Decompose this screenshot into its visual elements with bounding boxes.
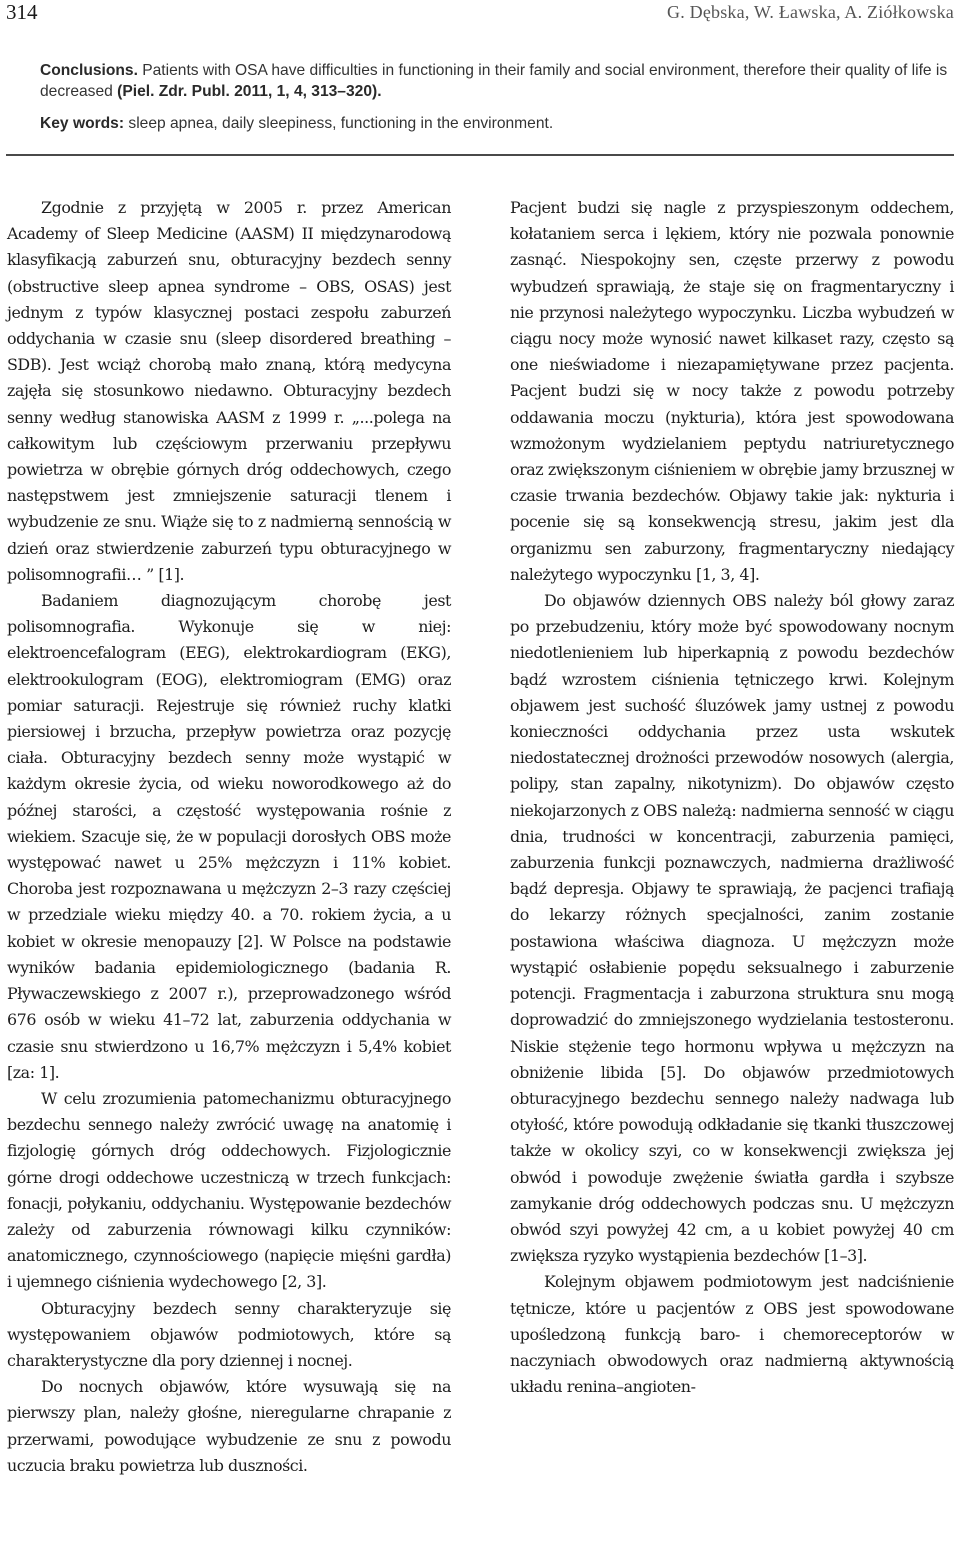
page-number: 314 [6, 0, 38, 24]
paragraph: Zgodnie z przyjętą w 2005 r. przez American Academy of Sleep Medicine (AASM) II międzynarodową klasyfikacją zaburzeń snu, obturacyjny bezdech senny (obstructive sleep apnea syndrome – OBS, OSAS) jest jednym z typów klasycznej postaci zespołu zaburzeń oddychania w czasie snu (sleep disordered breathing – SDB). Jest wciąż chorobą mało znaną, którą medycyna zajęła się stosunkowo niedawno. Obturacyjny bezdech senny według stanowiska AASM z 1999 r. „...polega na całkowitym lub częściowym przerwaniu przepływu powietrza w obrębie górnych dróg oddechowych, czego następstwem jest zmniejszenie saturacji tlenem i wybudzenie ze snu. Wiąże się to z nadmierną sennością w dzień oraz stwierdzenie zaburzeń typu obturacyjnego w polisomnografii… ” [1]. [7, 198, 451, 584]
page-header [0, 0, 960, 30]
paragraph: Obturacyjny bezdech senny charakteryzuje się występowaniem objawów podmiotowych, które są charakterystyczne dla pory dziennej i nocnej. [7, 1298, 451, 1370]
keywords-paragraph [40, 113, 955, 134]
running-head-authors: G. Dębska, W. Ławska, A. Ziółkowska [667, 2, 954, 22]
paragraph: Kolejnym objawem podmiotowym jest nadciśnienie tętnicze, które u pacjentów z OBS jest spowodowane upośledzoną funkcją baro- i chemoreceptorów w naczyniach obwodowych oraz nadmierną aktywnością układu renina–angioten- [510, 1272, 954, 1397]
conclusions-paragraph [40, 60, 955, 102]
right-column [510, 195, 954, 1400]
citation: (Piel. Zdr. Publ. 2011, 1, 4, 313–320). [117, 83, 382, 100]
keywords-text: sleep apnea, daily sleepiness, functioning in the environment. [124, 115, 554, 132]
conclusions-label: Conclusions. [40, 62, 138, 79]
keywords-label: Key words: [40, 115, 125, 132]
paragraph: Do nocnych objawów, które wysuwają się na pierwszy plan, należy głośne, nieregularne chrapanie z przerwami, powodujące wybudzenie ze snu z powodu uczucia braku powietrza lub duszności. [7, 1377, 451, 1475]
conclusions-text: Patients with OSA have difficulties in functioning in their family and social environment, therefore their quality of life is decreased [40, 62, 948, 100]
paragraph: Do objawów dziennych OBS należy ból głowy zaraz po przebudzeniu, który może być spowodowany nocnym niedotlenieniem lub hiperkapnią z powodu bezdechów bądź wzrostem ciśnienia tętniczego krwi. Kolejnym objawem jest suchość śluzówek jamy ustnej z powodu konieczności oddychania przez usta wskutek niedostatecznej drożności przewodów nosowych (alergia, polipy, stan zapalny, nikotynizm). Do objawów często niekojarzonych z OBS należą: nadmierna senność w ciągu dnia, trudności w koncentracji, zaburzenia pamięci, zaburzenia funkcji poznawczych, nadmierna drażliwość bądź depresja. Objawy te sprawiają, że pacjenci trafiają do lekarzy różnych specjalności, zanim zostanie postawiona właściwa diagnoza. U mężczyzn może wystąpić osłabienie popędu seksualnego i zaburzenie potencji. Fragmentacja i zaburzona struktura snu mogą doprowadzić do zmniejszonego wydzielania testosteronu. Niskie stężenie tego hormonu wpływa u mężczyzn na obniżenie libida [5]. Do objawów przedmiotowych obturacyjnego bezdechu sennego należy nadwaga lub otyłość, które powodują odkładanie się tkanki tłuszczowej także w okolicy szyi, co w konsekwencji zwiększa jej obwód i powoduje zwężenie światła gardła i szybsze zamykanie dróg oddechowych podczas snu. U mężczyzn obwód szyi powyżej 42 cm, a u kobiet powyżej 40 cm zwiększa ryzyko wystąpienia bezdechów [1–3]. [510, 591, 954, 1266]
paragraph: Pacjent budzi się nagle z przyspieszonym oddechem, kołataniem serca i lękiem, który nie pozwala ponownie zasnąć. Niespokojny sen, częste przerwy z powodu wybudzeń sprawiają, że staje się on fragmentaryczny i nie przynosi należytego wypoczynku. Liczba wybudzeń w ciągu nocy może wynosić nawet kilkaset razy, często są one nieświadome i niezapamiętywane przez pacjenta. Pacjent budzi się w nocy także z powodu potrzeby oddawania moczu (nykturia), która jest spowodowana wzmożonym wydzielaniem peptydu natriuretycznego oraz zwiększonym ciśnieniem w obrębie jamy brzusznej w czasie trwania bezdechów. Objawy takie jak: nykturia i pocenie się są konsekwencją stresu, jakim jest dla organizmu sen zaburzony, fragmentaryczny niedający należytego wypoczynku [1, 3, 4]. [510, 198, 954, 584]
section-divider [6, 154, 954, 156]
paragraph: W celu zrozumienia patomechanizmu obturacyjnego bezdechu sennego należy zwrócić uwagę na anatomię i fizjologię górnych dróg oddechowych. Fizjologicznie górne drogi oddechowe uczestniczą w trzech funkcjach: fonacji, połykaniu, oddychaniu. Występowanie bezdechów zależy od zaburzenia równowagi kilku czynników: anatomicznego, czynnościowego (napięcie mięśni gardła) i ujemnego ciśnienia wydechowego [2, 3]. [7, 1088, 451, 1292]
abstract-section [40, 60, 955, 134]
paragraph: Badaniem diagnozującym chorobę jest polisomnografia. Wykonuje się w niej: elektroencefalogram (EEG), elektrokardiogram (EKG), elektrookulogram (EOG), elektromiogram (EMG) oraz pomiar saturacji. Rejestruje się również ruchy klatki piersiowej i brzucha, przepływ powietrza oraz pozycję ciała. Obturacyjny bezdech senny może wystąpić w każdym okresie życia, od wieku noworodkowego aż do późnej starości, a częstość występowania rośnie z wiekiem. Szacuje się, że w populacji dorosłych OBS może występować nawet u 25% mężczyzn i 11% kobiet. Choroba jest rozpoznawana u mężczyzn 2–3 razy częściej w przedziale wieku między 40. a 70. rokiem życia, a u kobiet w okresie menopauzy [2]. W Polsce na podstawie wyników badania epidemiologicznego (badania R. Pływaczewskiego z 2007 r.), przeprowadzonego wśród 676 osób w wieku 41–72 lat, zaburzenia oddychania w czasie snu stwierdzono u 16,7% mężczyzn i 5,4% kobiet [za: 1]. [7, 591, 451, 1082]
left-column [7, 195, 451, 1479]
